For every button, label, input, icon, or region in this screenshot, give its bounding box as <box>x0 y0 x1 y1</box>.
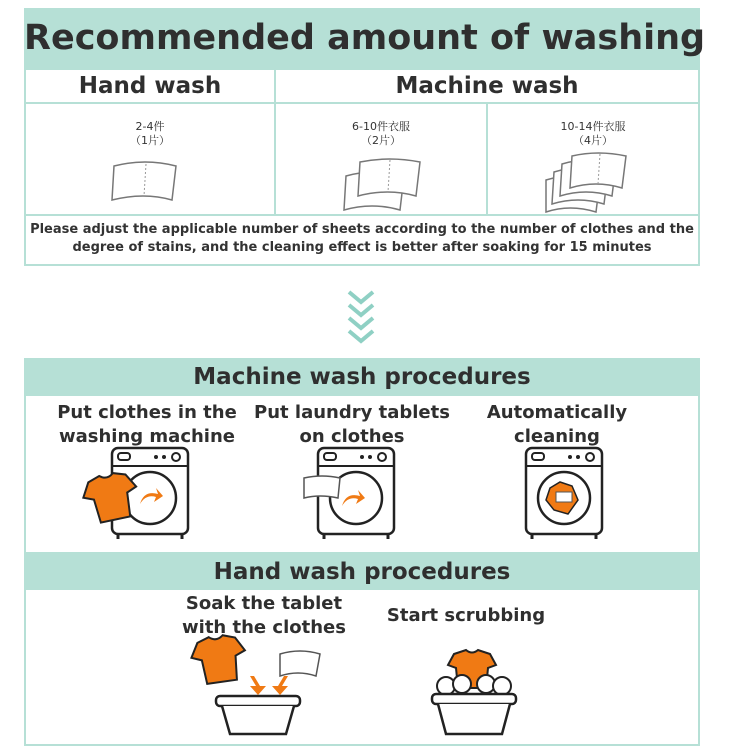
arrow-icon <box>246 674 270 696</box>
sheet-icon-2 <box>344 156 424 212</box>
amount-cell-2 <box>276 120 486 148</box>
amount-title: Recommended amount of washing <box>24 18 706 58</box>
machine-step-2-label: Put laundry tablets on clothes <box>254 402 450 447</box>
note-divider <box>24 214 700 216</box>
amount-note: Please adjust the applicable number of sheets according to the number of clothes and the degree of stains, and the cleaning effect is better after soaking for 15 minutes <box>30 222 694 255</box>
hand-title: Hand wash procedures <box>213 559 511 585</box>
machine-step-3-label: Automatically cleaning <box>486 402 628 447</box>
sheet-count: （1片） <box>130 134 170 147</box>
chevron-down-icon <box>346 290 376 342</box>
laundry-sheet-icon <box>302 474 342 500</box>
amount-cell-1 <box>26 120 274 148</box>
arrow-icon <box>340 486 366 512</box>
clothes-count: 2-4件 <box>135 120 165 133</box>
arrow-icon <box>268 674 292 696</box>
machine-title: Machine wash procedures <box>193 364 531 390</box>
hand-wash-header: Hand wash <box>78 73 222 99</box>
arrow-icon <box>138 484 164 510</box>
basin-icon <box>430 692 518 738</box>
sheet-count: （2片） <box>361 134 401 147</box>
clothes-count: 10-14件衣服 <box>560 120 626 133</box>
sheet-icon-4 <box>546 150 632 214</box>
t-shirt-icon <box>190 636 248 684</box>
basin-icon <box>214 694 302 738</box>
machine-step-1-label: Put clothes in the washing machine <box>57 402 237 447</box>
hand-step-2-label: Start scrubbing <box>386 605 546 626</box>
sheet-count: （4片） <box>573 134 613 147</box>
machine-wash-header: Machine wash <box>395 73 579 99</box>
hand-step-1-label: Soak the tablet with the clothes <box>182 593 346 638</box>
amount-cell-3 <box>488 120 698 148</box>
clothes-count: 6-10件衣服 <box>352 120 410 133</box>
header-divider <box>24 102 700 104</box>
sheet-icon-1 <box>110 158 180 206</box>
washing-machine-icon <box>524 444 604 540</box>
t-shirt-icon <box>82 474 140 522</box>
